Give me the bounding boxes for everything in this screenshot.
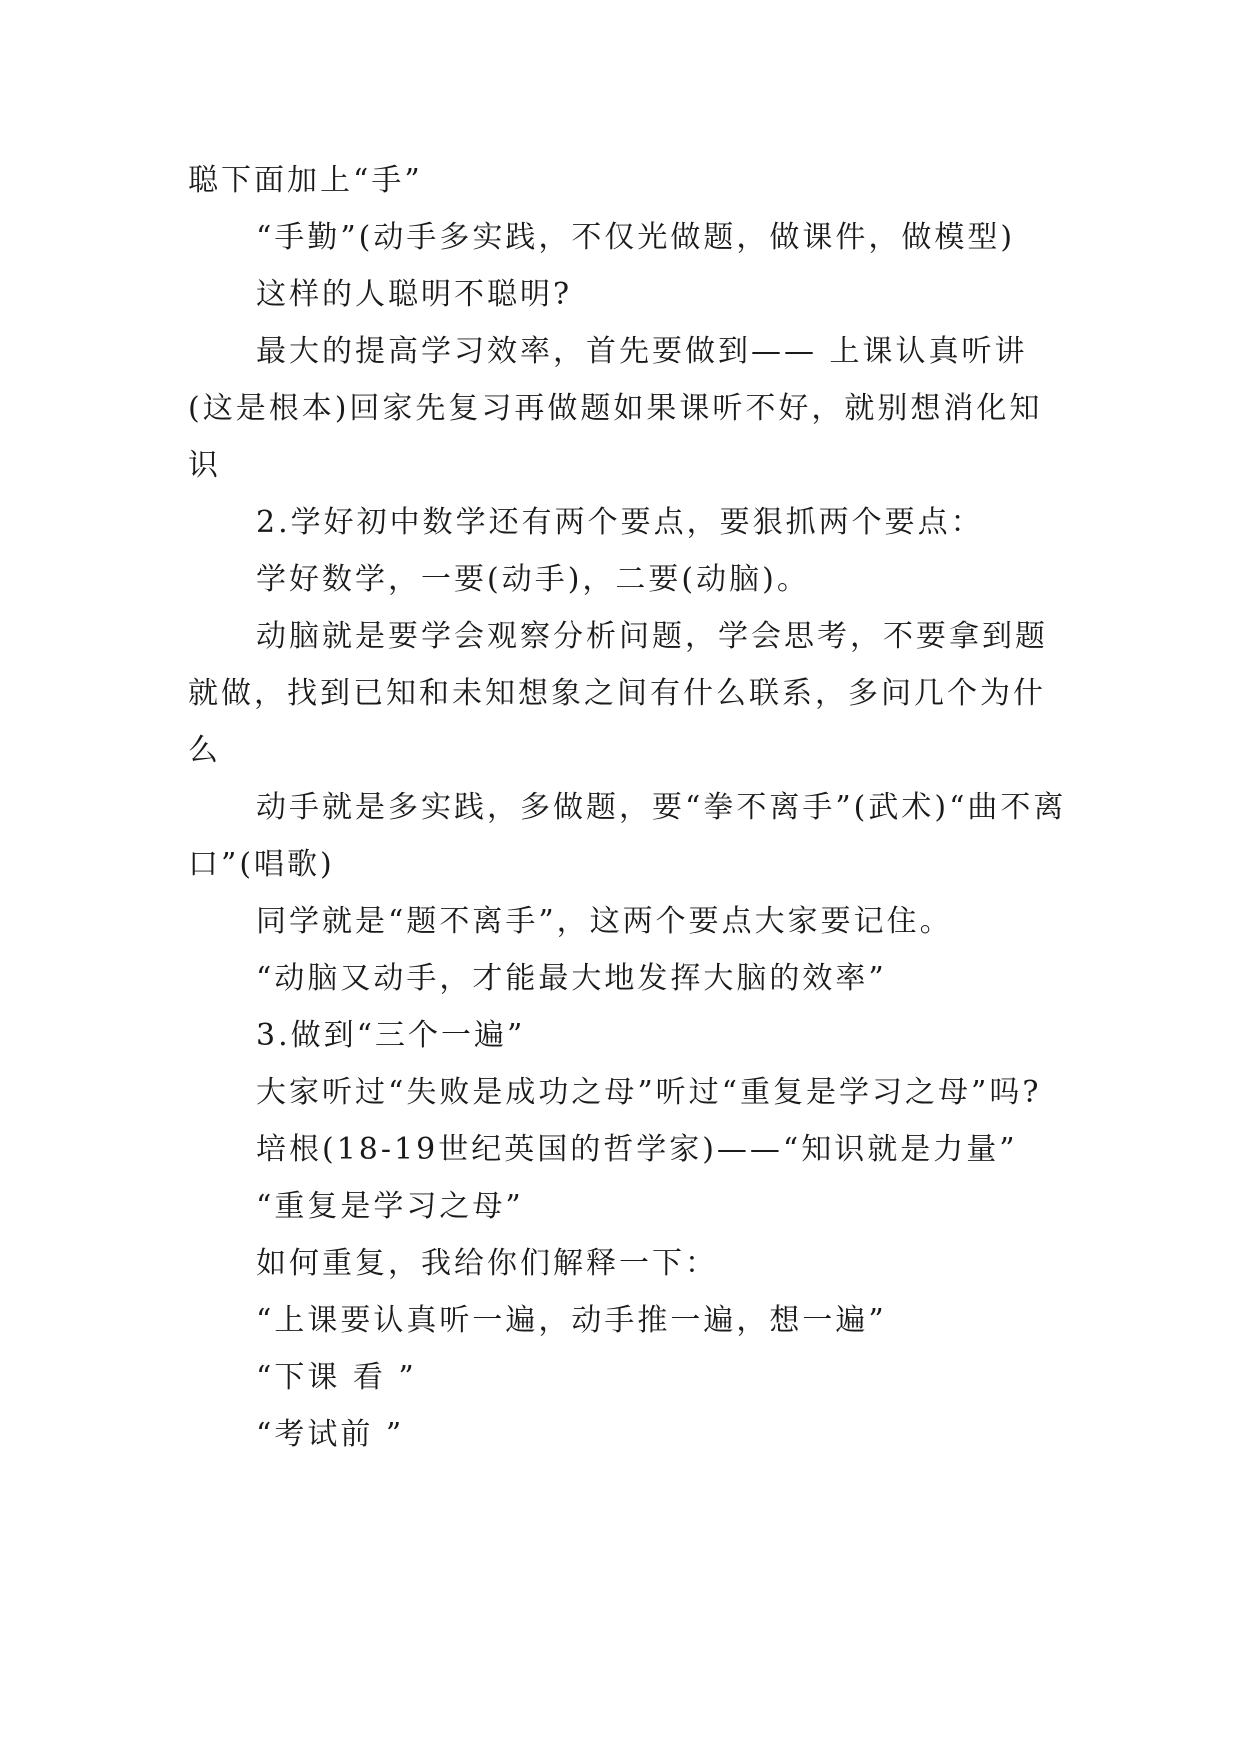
- paragraph: 动手就是多实践，多做题，要“拳不离手”(武术)“曲不离口”(唱歌): [188, 790, 1067, 882]
- paragraph: 3.做到“三个一遍”: [256, 1018, 526, 1053]
- paragraph: “考试前 ”: [256, 1417, 405, 1452]
- paragraph: 最大的提高学习效率，首先要做到—— 上课认真听讲(这是根本)回家先复习再做题如果课听不好，就别想消化知识: [188, 334, 1043, 483]
- paragraph: “重复是学习之母”: [256, 1189, 524, 1224]
- paragraph: “动脑又动手，才能最大地发挥大脑的效率”: [256, 961, 887, 996]
- paragraph: “手勤”(动手多实践，不仅光做题，做课件，做模型): [256, 220, 1016, 255]
- paragraph: 大家听过“失败是成功之母”听过“重复是学习之母”吗?: [256, 1075, 1042, 1110]
- paragraph: 这样的人聪明不聪明?: [256, 277, 573, 312]
- document-body: [188, 152, 1068, 1463]
- paragraph: 如何重复，我给你们解释一下：: [256, 1246, 718, 1281]
- paragraph: 聪下面加上“手”: [188, 163, 423, 198]
- paragraph: 同学就是“题不离手”，这两个要点大家要记住。: [256, 904, 953, 939]
- paragraph: “上课要认真听一遍，动手推一遍，想一遍”: [256, 1303, 887, 1338]
- paragraph: 培根(18-19世纪英国的哲学家)——“知识就是力量”: [256, 1132, 1018, 1167]
- paragraph: 2.学好初中数学还有两个要点，要狠抓两个要点：: [256, 505, 984, 540]
- paragraph: 动脑就是要学会观察分析问题，学会思考，不要拿到题就做，找到已知和未知想象之间有什么联系，多问几个为什么: [188, 619, 1048, 768]
- paragraph: “下课 看 ”: [256, 1360, 417, 1395]
- paragraph: 学好数学，一要(动手)，二要(动脑)。: [256, 562, 810, 597]
